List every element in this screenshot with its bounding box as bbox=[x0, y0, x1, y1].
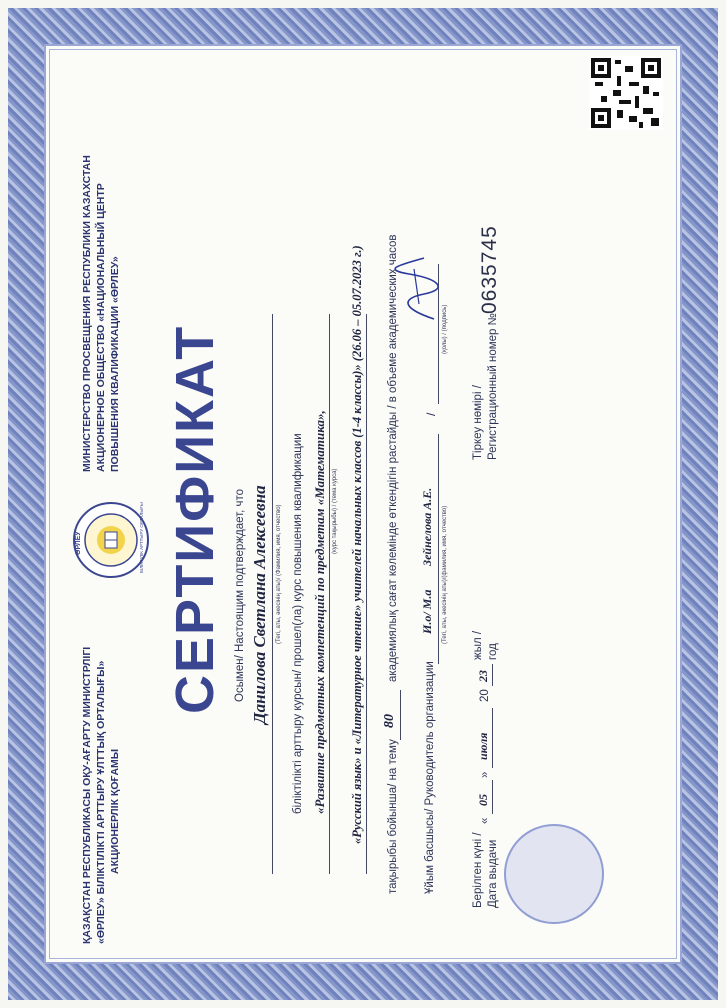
logo-ring-text: БІЛІКТІЛІК АРТТЫРУ ОРТАЛЫҒЫ bbox=[139, 502, 144, 573]
registration-label-kz: Тіркеу нөмірі / bbox=[472, 385, 484, 460]
hours-underline bbox=[400, 690, 401, 740]
course-line-2: «Русский язык» и «Литературное чтение» учителей начальных классов (1-4 классы)» (26.06 – 05.07.2023 г.) bbox=[350, 245, 364, 844]
header-left-line-3: АКЦИОНЕРЛІК ҚОҒАМЫ bbox=[109, 748, 121, 874]
director-name-underline bbox=[438, 434, 439, 664]
date-label-ru: Дата выдачи bbox=[487, 839, 499, 908]
header-right-line-2: АКЦИОНЕРНОЕ ОБЩЕСТВО «НАЦИОНАЛЬНЫЙ ЦЕНТР bbox=[95, 183, 107, 472]
date-year: 23 bbox=[476, 670, 490, 682]
date-year-prefix: 20 bbox=[479, 689, 491, 702]
date-year-word-kz: жыл / bbox=[472, 630, 484, 660]
hours-prefix: тақырыбы бойынша/ на тему bbox=[387, 739, 399, 894]
confirm-line: Осымен/ Настоящим подтверждает, что bbox=[234, 488, 246, 702]
logo-top-text: ӨРЛЕУ bbox=[75, 531, 82, 555]
certificate-title: СЕРТИФИКАТ bbox=[165, 324, 225, 714]
signature-caption: (қолы) / (подпись) bbox=[442, 304, 448, 354]
slash-separator: / bbox=[424, 412, 438, 416]
header-right bbox=[80, 155, 122, 472]
director-name: Зейнелова А.Е. bbox=[420, 487, 434, 566]
director-caption: (Тегі, аты, әкесінің аты)/(фамилия, имя, отчество) bbox=[442, 505, 448, 644]
date-day-underline bbox=[492, 780, 493, 814]
header-right-line-1: МИНИСТЕРСТВО ПРОСВЕЩЕНИЯ РЕСПУБЛИКИ КАЗАХСТАН bbox=[81, 155, 93, 472]
header-left-line-1: ҚАЗАҚСТАН РЕСПУБЛИКАСЫ ОҚУ-АҒАРТУ МИНИСТРЛІГІ bbox=[81, 646, 93, 944]
date-month: июля bbox=[476, 732, 490, 760]
director-signature bbox=[394, 254, 444, 324]
course-line-2-underline bbox=[366, 314, 367, 874]
date-year-word-ru: год bbox=[487, 643, 499, 660]
header-right-line-3: ПОВЫШЕНИЯ КВАЛИФИКАЦИИ «ӨРЛЕУ» bbox=[109, 256, 121, 472]
hours-value: 80 bbox=[382, 714, 397, 728]
rotated-content bbox=[44, 44, 682, 964]
person-name-underline bbox=[272, 314, 273, 874]
registration-label-ru: Регистрационный номер № bbox=[487, 313, 499, 460]
header-left-line-2: «ӨРЛЕУ» БІЛІКТІЛІКТІ АРТТЫРУ ҰЛТТЫҚ ОРТАЛЫҒЫ» bbox=[95, 660, 107, 944]
orleu-logo bbox=[72, 501, 150, 579]
registration-number: 0635745 bbox=[478, 225, 501, 314]
header-left bbox=[80, 647, 122, 944]
date-year-underline bbox=[492, 664, 493, 686]
course-intro: біліктілікті арттыру курсын/ прошел(ла) курс повышения квалификации bbox=[292, 433, 304, 814]
director-label: Ұйым басшысы/ Руководитель организации bbox=[424, 661, 436, 894]
course-line-1: «Развитие предметных компетенций по предметам «Математика», bbox=[312, 410, 327, 814]
date-quote-close: » bbox=[479, 771, 491, 778]
certificate-body bbox=[44, 44, 682, 964]
person-name-caption: (Тегі, аты, әкесінің аты)/ (Фамилия, имя, отчество) bbox=[276, 504, 282, 644]
date-day: 05 bbox=[476, 794, 490, 806]
course-line-1-underline bbox=[329, 314, 330, 874]
person-name: Данилова Светлана Алексеевна bbox=[250, 485, 269, 724]
date-label-kz: Берілген күні / bbox=[472, 832, 484, 908]
date-month-underline bbox=[492, 708, 493, 768]
director-title: И.о/ М.а bbox=[420, 589, 434, 634]
course-caption: (курс тақырыбы) / (тема курса) bbox=[332, 468, 338, 554]
hours-suffix: академиялық сағат көлемінде өткендігін растайды / в объеме академических часов bbox=[387, 234, 399, 682]
date-quote-open: « bbox=[479, 817, 491, 824]
